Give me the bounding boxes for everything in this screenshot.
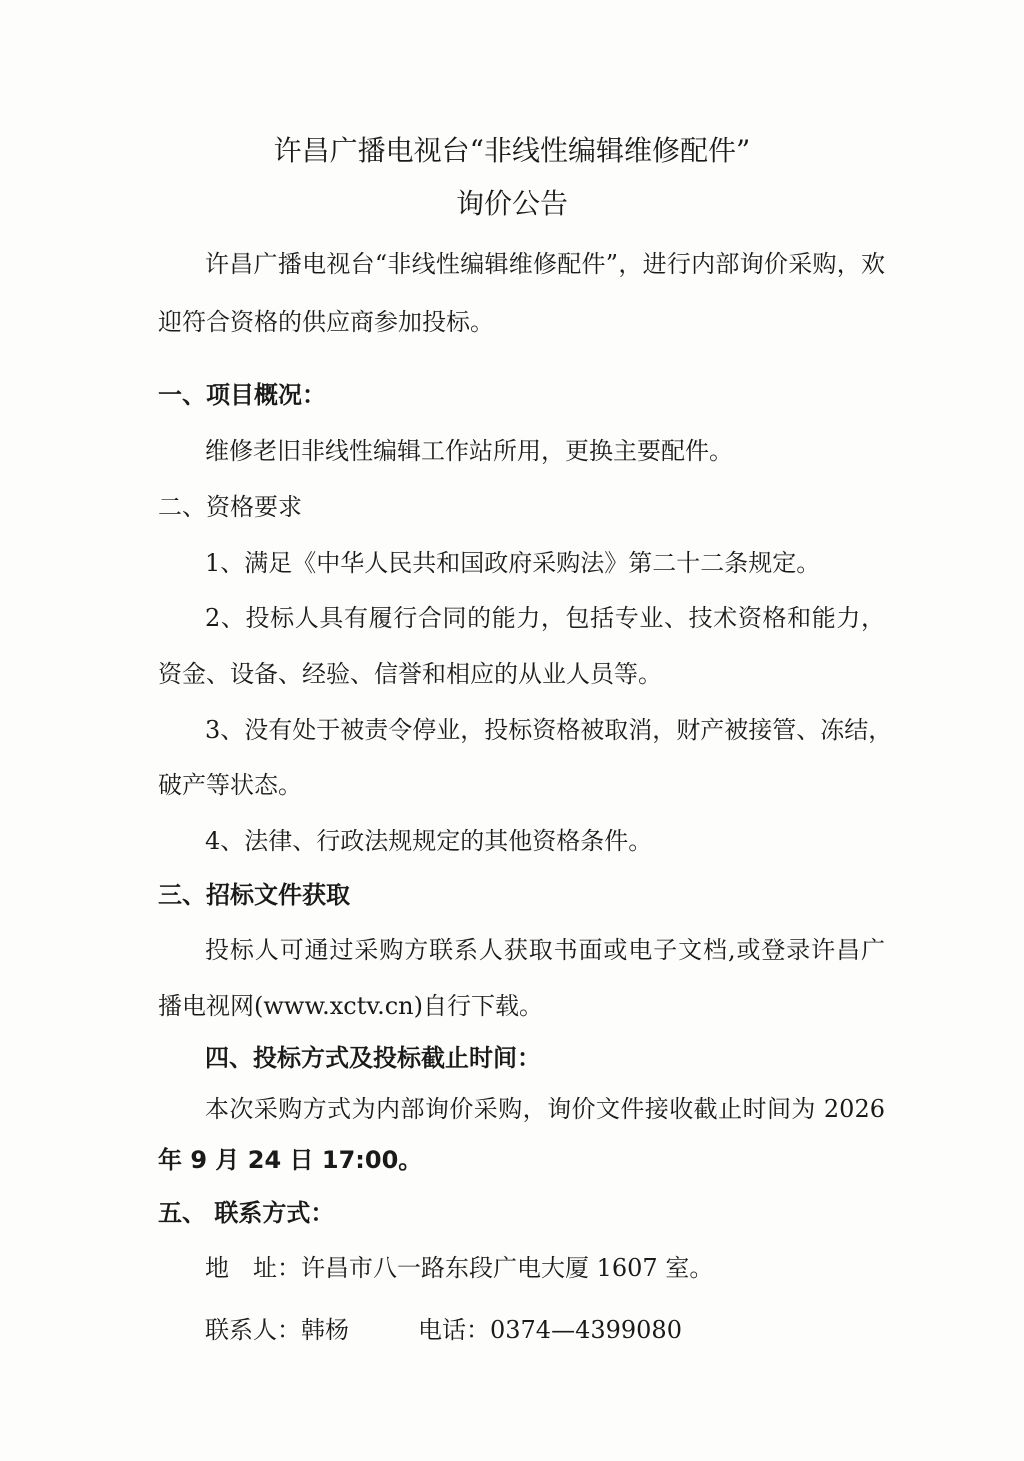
- contact-address: 地 址：许昌市八一路东段广电大厦 1607 室。: [205, 1254, 714, 1282]
- section-2-item-3-line-1: 3、没有处于被责令停业，投标资格被取消，财产被接管、冻结，: [205, 716, 893, 744]
- section-2-item-3-line-2: 破产等状态。: [158, 771, 302, 799]
- section-2-item-2-line-2: 资金、设备、经验、信誉和相应的从业人员等。: [158, 660, 662, 688]
- contact-phone: 电话：0374—4399080: [418, 1316, 682, 1344]
- section-2-item-4: 4、法律、行政法规规定的其他资格条件。: [205, 827, 653, 855]
- section-2-item-1: 1、满足《中华人民共和国政府采购法》第二十二条规定。: [205, 549, 821, 577]
- intro-line-1: 许昌广播电视台“非线性编辑维修配件”，进行内部询价采购，欢: [205, 250, 885, 278]
- section-1-body: 维修老旧非线性编辑工作站所用，更换主要配件。: [205, 437, 733, 465]
- section-4-line-1: 本次采购方式为内部询价采购，询价文件接收截止时间为 2026: [205, 1095, 885, 1123]
- section-4-heading: 四、投标方式及投标截止时间：: [205, 1044, 541, 1072]
- section-5-heading: 五、 联系方式：: [158, 1199, 335, 1227]
- title-line-1: 许昌广播电视台“非线性编辑维修配件”: [273, 134, 751, 167]
- section-2-heading: 二、资格要求: [158, 493, 302, 521]
- section-3-heading: 三、招标文件获取: [158, 881, 350, 909]
- section-3-line-1: 投标人可通过采购方联系人获取书面或电子文档,或登录许昌广: [205, 936, 885, 964]
- section-1-heading: 一、项目概况：: [158, 381, 326, 409]
- title-line-2: 询价公告: [455, 187, 568, 220]
- section-2-item-2-line-1: 2、投标人具有履行合同的能力，包括专业、技术资格和能力，: [205, 604, 885, 632]
- section-4-line-2: 年 9 月 24 日 17:00。: [158, 1146, 423, 1174]
- section-3-line-2: 播电视网(www.xctv.cn)自行下载。: [158, 992, 543, 1020]
- contact-person: 联系人：韩杨: [205, 1316, 349, 1344]
- intro-line-2: 迎符合资格的供应商参加投标。: [158, 308, 494, 336]
